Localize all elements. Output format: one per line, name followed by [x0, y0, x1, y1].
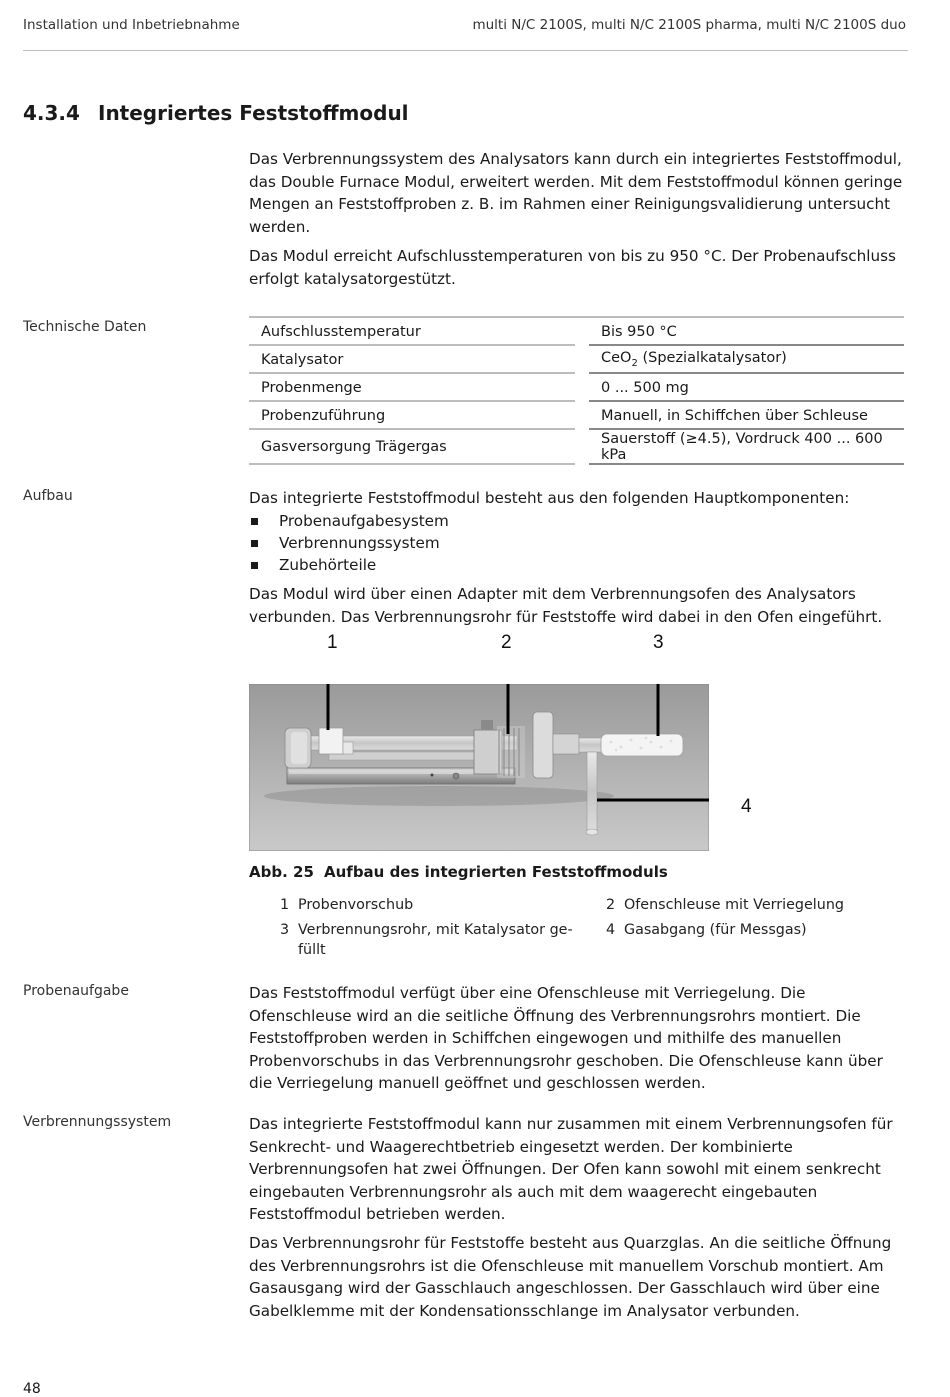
page-header-right: multi N/C 2100S, multi N/C 2100S pharma, multi N/C 2100S duo — [472, 17, 906, 33]
legend-number: 4 — [606, 922, 616, 938]
component-list — [249, 510, 449, 576]
legend-text: Probenvorschub — [298, 897, 414, 913]
table-gap — [575, 374, 589, 402]
section-number: 4.3.4 — [23, 101, 80, 125]
table-value: Manuell, in Schiffchen über Schleuse — [589, 402, 904, 430]
table-row — [249, 402, 904, 430]
table-gap — [575, 430, 589, 465]
table-row — [249, 430, 904, 465]
table-key: Probenmenge — [249, 374, 575, 402]
legend-number: 1 — [280, 897, 290, 913]
bullet-square-icon — [251, 518, 258, 525]
table-gap — [575, 346, 589, 374]
legend-number: 3 — [280, 922, 290, 938]
table-key: Aufschlusstemperatur — [249, 316, 575, 346]
formula-subscript: 2 — [631, 357, 638, 369]
table-row — [249, 346, 904, 374]
probenaufgabe-paragraph: Das Feststoffmodul verfügt über eine Ofenschleuse mit Verriegelung. Die Ofenschleuse wird an die seitliche Öffnung des Verbrennungsrohrs montiert. Die Feststoffproben werden in Schiffchen eingewogen und mithilfe des manuellen Probenvorschubs in das Verbrennungsrohr geschoben. Die Ofenschleuse kann über die Verriegelung manuell geöffnet und geschlossen werden. — [249, 984, 883, 1092]
table-row — [249, 374, 904, 402]
formula-base: CeO — [601, 350, 632, 367]
callout-label-3: 3 — [653, 632, 664, 653]
table-value: Sauerstoff (≥4.5), Vordruck 400 ... 600 kPa — [589, 430, 904, 465]
page-number: 48 — [23, 1381, 41, 1397]
table-gap — [575, 316, 589, 346]
aufbau-intro: Das integrierte Feststoffmodul besteht aus den folgenden Hauptkomponenten: — [249, 489, 850, 507]
legend-item — [606, 895, 844, 915]
side-label-technische-daten: Technische Daten — [23, 319, 147, 335]
page-header-left: Installation und Inbetriebnahme — [23, 17, 240, 33]
section-title: Integriertes Feststoffmodul — [98, 101, 409, 125]
header-rule — [23, 50, 908, 51]
feststoffmodul-photo — [249, 684, 709, 851]
legend-item — [280, 895, 413, 915]
section-heading — [23, 101, 409, 125]
tech-data-table — [249, 316, 904, 465]
legend-item — [280, 920, 573, 960]
table-value: Bis 950 °C — [589, 316, 904, 346]
table-gap — [575, 402, 589, 430]
table-row — [249, 316, 904, 346]
callout-label-4: 4 — [741, 796, 752, 817]
legend-text: Verbrennungsrohr, mit Katalysator ge- füllt — [298, 922, 573, 958]
verbrennung-paragraph-2: Das Verbrennungsrohr für Feststoffe besteht aus Quarzglas. An die seitliche Öffnung des Verbrennungsrohrs ist die Ofenschleuse mit manuellem Vorschub montiert. Am Gasausgang wird der Gasschlauch angeschlossen. Der Gasschlauch wird über eine Gabelklemme mit der Kondensationsschlange im Analysator verbunden. — [249, 1234, 892, 1320]
table-key: Gasversorgung Trägergas — [249, 430, 575, 465]
figure-caption — [249, 863, 668, 881]
formula-rest: (Spezialkatalysator) — [637, 350, 787, 367]
table-key: Katalysator — [249, 346, 575, 374]
list-item: Zubehörteile — [249, 554, 449, 576]
table-value — [589, 346, 904, 374]
bullet-square-icon — [251, 540, 258, 547]
list-item: Probenaufgabesystem — [249, 510, 449, 532]
list-item: Verbrennungssystem — [249, 532, 449, 554]
callout-label-1: 1 — [327, 632, 338, 653]
side-label-probenaufgabe: Probenaufgabe — [23, 983, 129, 999]
figure-title: Aufbau des integrierten Feststoffmoduls — [324, 863, 668, 881]
aufbau-paragraph: Das Modul wird über einen Adapter mit dem Verbrennungsofen des Analysators verbunden. Das Verbrennungsrohr für Feststoffe wird dabei in den Ofen eingeführt. — [249, 585, 883, 626]
side-label-aufbau: Aufbau — [23, 488, 73, 504]
table-key: Probenzuführung — [249, 402, 575, 430]
side-label-verbrennungssystem: Verbrennungssystem — [23, 1114, 172, 1130]
table-value: 0 ... 500 mg — [589, 374, 904, 402]
legend-number: 2 — [606, 897, 616, 913]
legend-item — [606, 920, 807, 940]
verbrennung-paragraph-1: Das integrierte Feststoffmodul kann nur zusammen mit einem Verbrennungsofen für Senkrecht- und Waagerechtbetrieb eingesetzt werden. Der kombinierte Verbrennungsofen hat zwei Öffnungen. Der Ofen kann sowohl mit einem senkrecht eingebauten Verbrennungsrohr als auch mit dem waagerecht eingebauten Feststoffmodul betrieben werden. — [249, 1115, 893, 1223]
intro-paragraph-2: Das Modul erreicht Aufschlusstemperaturen von bis zu 950 °C. Der Probenaufschluss erfolgt katalysatorgestützt. — [249, 247, 896, 288]
callout-label-2: 2 — [501, 632, 512, 653]
legend-text: Ofenschleuse mit Verriegelung — [624, 897, 844, 913]
legend-text: Gasabgang (für Messgas) — [624, 922, 807, 938]
figure-number: Abb. 25 — [249, 863, 314, 881]
bullet-square-icon — [251, 562, 258, 569]
intro-paragraph-1: Das Verbrennungssystem des Analysators kann durch ein integriertes Feststoffmodul, das Double Furnace Modul, erweitert werden. Mit dem Feststoffmodul können geringe Mengen an Feststoffproben z. B. im Rahmen einer Reinigungsvalidierung untersucht werden. — [249, 150, 903, 236]
